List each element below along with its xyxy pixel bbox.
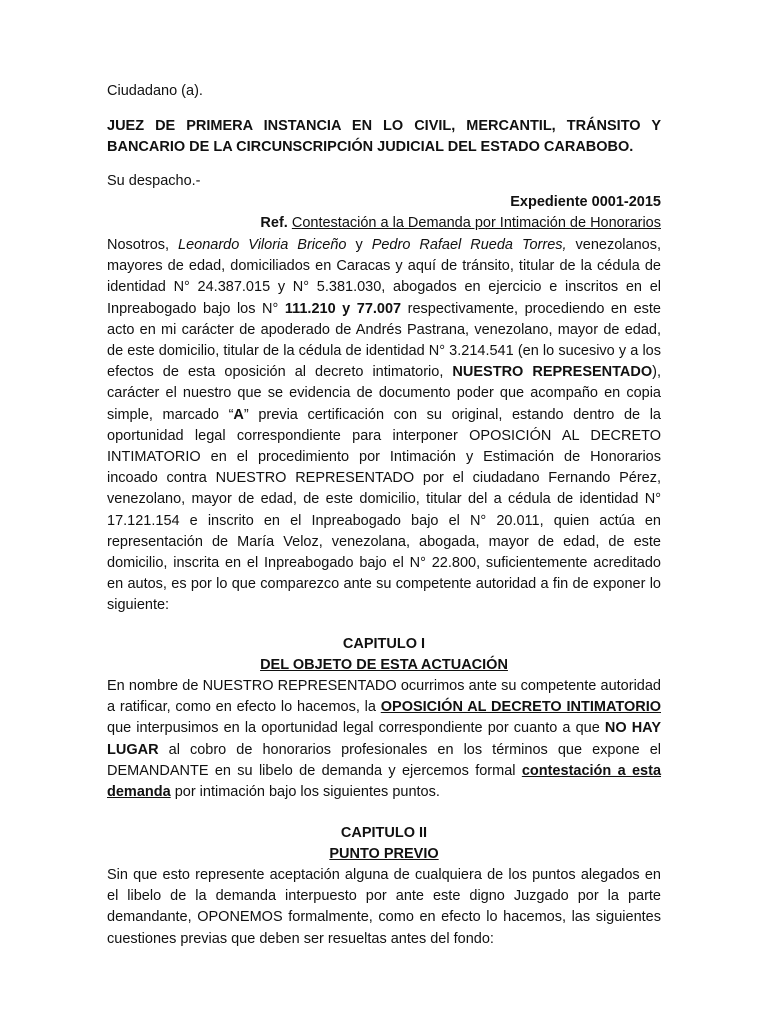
exhibit-mark: A (233, 406, 244, 423)
reference (107, 213, 661, 234)
chapter-1-heading: CAPITULO I (342, 636, 426, 652)
chapter-2-subtitle (107, 844, 661, 865)
despacho: Su despacho.- (107, 173, 201, 189)
salutation: Ciudadano (a). (107, 83, 203, 99)
intro-text: ), carácter el nuestro que se evidencia de documento poder que acompaño en copia simple, marcado “ (107, 364, 661, 423)
chapter-1-text: que interpusimos en la oportunidad legal correspondiente por cuanto a que (107, 720, 605, 737)
chapter-2-title (107, 823, 661, 844)
chapter-2-subheading: PUNTO PREVIO (329, 846, 439, 862)
oposicion-decreto: OPOSICIÓN AL DECRETO INTIMATORIO (380, 699, 661, 716)
chapter-2-heading: CAPITULO II (340, 825, 428, 841)
intro-text: Nosotros, (107, 237, 179, 253)
intro-text: venezolanos, mayores de edad, domiciliados en Caracas y aquí de tránsito, titular de la cédula de identidad N° 24.387.015 y N° 5.381.030, abogados en ejercicio e inscritos en el Inpreabogado bajo los N° (107, 237, 661, 317)
addressee (107, 116, 661, 158)
addressee-line-2: BANCARIO DE LA CIRCUNSCRIPCIÓN JUDICIAL DEL ESTADO CARABOBO. (107, 139, 634, 156)
lawyer-name-2: Pedro Rafael Rueda Torres, (371, 237, 567, 253)
chapter-1-body (107, 676, 661, 803)
inpreabogado-numbers: 111.210 y 77.007 (284, 300, 402, 317)
expediente-number: Expediente 0001-2015 (510, 194, 661, 210)
chapter-1-text: al cobro de honorarios profesionales en los términos que expone el DEMANDANTE en su libelo de demanda y ejercemos formal (107, 741, 661, 779)
ref-label: Ref. (260, 215, 288, 231)
chapter-1-subtitle (107, 655, 661, 676)
nuestro-representado: NUESTRO REPRESENTADO (452, 364, 653, 381)
contestacion-demanda: contestación a esta demanda (107, 762, 662, 801)
no-hay-lugar: NO HAY LUGAR (107, 720, 661, 758)
chapter-1-subheading: DEL OBJETO DE ESTA ACTUACIÓN (260, 657, 508, 673)
chapter-1-text: En nombre de NUESTRO REPRESENTADO ocurrimos ante su competente autoridad a ratificar, como en efecto lo hacemos, la (107, 678, 661, 716)
intro-text: respectivamente, procediendo en este acto en mi carácter de apoderado de Andrés Pastrana, venezolano, mayor de edad, de este domicilio, titular de la cédula de identidad N° 3.214.541 (en lo sucesivo y a los efectos de esta oposición al decreto intimatorio, (107, 300, 661, 381)
intro-text: ” previa certificación con su original, estando dentro de la oportunidad legal correspondiente para interponer OPOSICIÓN AL DECRETO INTIMATORIO en el procedimiento por Intimación y Estimación de Honorarios incoado contra NUESTRO REPRESENTADO por el ciudadano Fernando Pérez, venezolano, mayor de edad, de este domicilio, titular del a cédula de identidad N° 17.121.154 e inscrito en el Inpreabogado bajo el N° 20.011, quien actúa en representación de María Veloz, venezolana, abogada, mayor de edad, de este domicilio, inscrita en el Inpreabogado bajo el N° 22.800, suficientemente acreditado en autos, es por lo que comparezco ante su competente autoridad a fin de exponer lo siguiente: (107, 406, 661, 614)
ref-text: Contestación a la Demanda por Intimación de Honorarios (291, 215, 661, 231)
chapter-2-body: Sin que esto represente aceptación alguna de cualquiera de los puntos alegados en el libelo de la demanda interpuesto por ante este digno Juzgado por la parte demandante, OPONEMOS formalmente, como en efecto lo hacemos, las siguientes cuestiones previas que deben ser resueltas antes del fondo: (107, 867, 661, 947)
intro-paragraph (107, 235, 661, 617)
chapter-1-title (107, 634, 661, 655)
addressee-line-1: JUEZ DE PRIMERA INSTANCIA EN LO CIVIL, MERCANTIL, TRÁNSITO Y (107, 118, 661, 134)
chapter-1-text: por intimación bajo los siguientes puntos. (170, 784, 440, 801)
intro-text: y (346, 237, 372, 253)
expediente (107, 192, 661, 213)
lawyer-name-1: Leonardo Viloria Briceño (178, 237, 347, 253)
